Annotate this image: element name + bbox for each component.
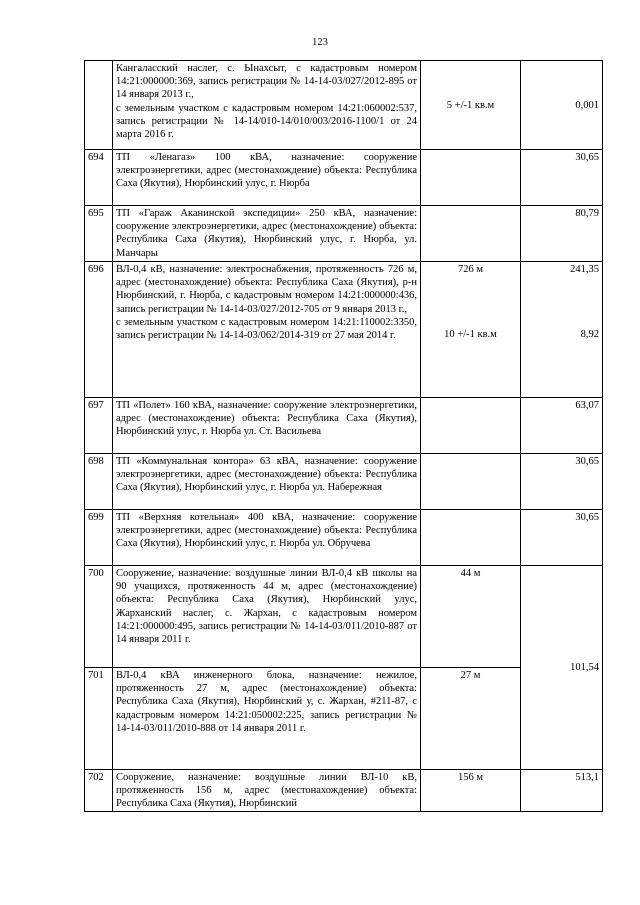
row-size: 5 +/-1 кв.м <box>421 61 521 150</box>
row-description: ТП «Верхняя котельная» 400 кВА, назначение: сооружение электроэнергетики, адрес (местонахождение) объекта: Республика Саха (Якутия), Нюрбинский улус, г. Нюрба ул. Обручева <box>113 510 421 566</box>
row-number: 701 <box>85 668 113 770</box>
table-row <box>85 61 603 150</box>
row-size: 27 м <box>421 668 521 770</box>
row-value: 101,54 <box>521 566 603 770</box>
row-description: ТП «Гараж Аканинской экспедиции» 250 кВА, назначение: сооружение электроэнергетики, адрес (местонахождение) объекта: Республика Саха (Якутия), Нюрбинский улус, г. Нюрба, ул. Манчары <box>113 206 421 262</box>
row-size <box>421 454 521 510</box>
row-description: ВЛ-0,4 кВ, назначение: электроснабжения, протяженность 726 м, адрес (местонахождение) объекта: Республика Саха (Якутия), р-н Нюрбинский, г. Нюрба, с кадастровым номером 14:21:000000:436, запись регистрации № 14-14-03/027/2012-705 от 9 января 2013 г., с земельным участком с кадастровым номером 14:21:110002:3350, запись регистрации № 14-14-03/062/2014-319 от 27 мая 2014 г. <box>113 262 421 398</box>
row-size <box>421 510 521 566</box>
row-description: ВЛ-0,4 кВА инженерного блока, назначение: нежилое, протяженность 27 м, адрес (местонахождение) объекта: Республика Саха (Якутия), Нюрбинский у, с. Жархан, #211-87, с кадастровым номером 14:21:050002:225, запись регистрации № 14-14-03/011/2010-888 от 14 января 2011 г. <box>113 668 421 770</box>
table-row <box>85 262 603 398</box>
row-number: 696 <box>85 262 113 398</box>
row-size: 726 м 10 +/-1 кв.м <box>421 262 521 398</box>
page-number: 123 <box>312 37 328 48</box>
row-number: 699 <box>85 510 113 566</box>
row-description: Сооружение, назначение: воздушные линии ВЛ-0,4 кВ школы на 90 учащихся, протяженность 44 м, адрес (местонахождение) объекта: Республика Саха (Якутия), Нюрбинский улус, Жарханский наслег, с. Жархан, с кадастровым номером 14:21:000000:495, запись регистрации № 14-14-03/011/2010-887 от 14 января 2011 г. <box>113 566 421 668</box>
row-value-land: 8,92 <box>580 329 599 340</box>
row-description: ТП «Коммунальная контора» 63 кВА, назначение: сооружение электроэнергетики, адрес (местонахождение) объекта: Республика Саха (Якутия), Нюрбинский улус, г. Нюрба ул. Набережная <box>113 454 421 510</box>
row-description: Кангаласский наслег, с. Ынахсыт, с кадастровым номером 14:21:000000:369, запись регистрации № 14-14-03/027/2012-895 от 14 января 2013 г., с земельным участком с кадастровым номером 14:21:060002:537, запись регистрации № 14-14/010-14/010/003/2016-1100/1 от 24 марта 2016 г. <box>113 61 421 150</box>
row-description: Сооружение, назначение: воздушные линии ВЛ-10 кВ, протяженность 156 м, адрес (местонахождение) объекта: Республика Саха (Якутия), Нюрбинский <box>113 770 421 812</box>
table-row <box>85 454 603 510</box>
row-size <box>421 206 521 262</box>
table-row <box>85 510 603 566</box>
row-description: ТП «Полет» 160 кВА, назначение: сооружение электроэнергетики, адрес (местонахождение) объекта: Республика Саха (Якутия), Нюрбинский улус, г. Нюрба ул. Ст. Васильева <box>113 398 421 454</box>
row-value: 63,07 <box>521 398 603 454</box>
row-size: 156 м <box>421 770 521 812</box>
row-value: 0,001 <box>521 61 603 150</box>
row-value: 30,65 <box>521 454 603 510</box>
row-value: 30,65 <box>521 150 603 206</box>
row-value: 80,79 <box>521 206 603 262</box>
row-value: 513,1 <box>521 770 603 812</box>
row-size <box>421 398 521 454</box>
table-row <box>85 770 603 812</box>
row-value: 30,65 <box>521 510 603 566</box>
row-number: 695 <box>85 206 113 262</box>
row-number: 697 <box>85 398 113 454</box>
property-table <box>84 60 603 812</box>
row-value: 241,35 8,92 <box>521 262 603 398</box>
table-row <box>85 206 603 262</box>
table-row <box>85 398 603 454</box>
row-description: ТП «Ленагаз» 100 кВА, назначение: сооружение электроэнергетики, адрес (местонахождение) объекта: Республика Саха (Якутия), Нюрбинский улус, г. Нюрба <box>113 150 421 206</box>
row-number: 702 <box>85 770 113 812</box>
row-size-land: 10 +/-1 кв.м <box>444 329 497 340</box>
row-size: 44 м <box>421 566 521 668</box>
row-number: 694 <box>85 150 113 206</box>
row-size <box>421 150 521 206</box>
table-row <box>85 150 603 206</box>
row-number <box>85 61 113 150</box>
table-row <box>85 566 603 668</box>
row-number: 700 <box>85 566 113 668</box>
row-number: 698 <box>85 454 113 510</box>
